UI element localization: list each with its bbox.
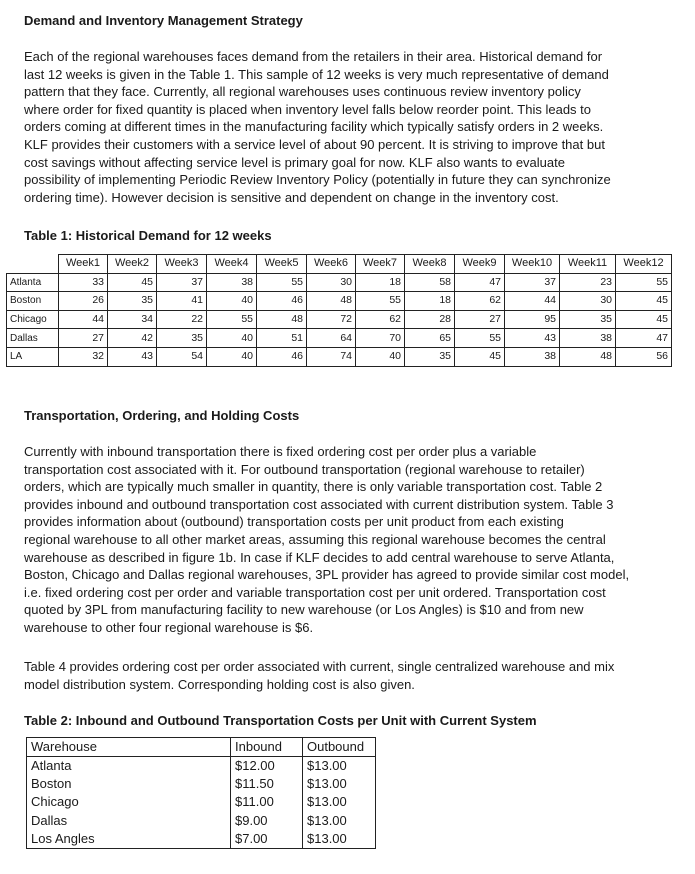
demand-cell: 35 — [157, 329, 207, 348]
demand-cell: 27 — [455, 310, 505, 329]
demand-cell: 62 — [455, 292, 505, 311]
inbound-cost-cell: $11.00 — [231, 793, 303, 812]
region-label: Atlanta — [7, 273, 59, 292]
outbound-cost-cell: $13.00 — [303, 793, 376, 812]
inbound-header: Inbound — [231, 738, 303, 757]
paragraph-line: warehouse to other four regional warehouse is $6. — [24, 619, 314, 635]
demand-cell: 42 — [108, 329, 157, 348]
demand-cell: 72 — [307, 310, 356, 329]
paragraph-line: possibility of implementing Periodic Review Inventory Policy (potentially in future they can synchronize — [24, 172, 611, 188]
demand-cell: 37 — [505, 273, 560, 292]
week-header: Week1 — [59, 255, 108, 274]
demand-cell: 40 — [207, 292, 257, 311]
demand-cell: 45 — [455, 347, 505, 366]
demand-cell: 48 — [307, 292, 356, 311]
warehouse-cell: Chicago — [27, 793, 231, 812]
paragraph-line: regional warehouse to all other market areas, assuming this regional warehouse becomes the central — [24, 531, 606, 547]
demand-cell: 28 — [405, 310, 455, 329]
demand-cell: 55 — [207, 310, 257, 329]
demand-cell: 95 — [505, 310, 560, 329]
cost-row — [27, 775, 376, 794]
demand-cell: 47 — [616, 329, 672, 348]
week-header: Week7 — [356, 255, 405, 274]
demand-cell: 33 — [59, 273, 108, 292]
warehouse-cell: Atlanta — [27, 756, 231, 775]
demand-cell: 55 — [257, 273, 307, 292]
paragraph-line: where order for fixed quantity is placed when inventory level falls below reorder point. This leads to — [24, 101, 592, 117]
table1-corner-cell — [7, 255, 59, 274]
demand-cell: 58 — [405, 273, 455, 292]
demand-cell: 40 — [207, 347, 257, 366]
table2-caption: Table 2: Inbound and Outbound Transportation Costs per Unit with Current System — [24, 713, 537, 728]
paragraph-line: cost savings without affecting service level is primary goal for now. KLF also wants to evaluate — [24, 154, 565, 170]
region-label: Chicago — [7, 310, 59, 329]
demand-cell: 65 — [405, 329, 455, 348]
demand-cell: 45 — [616, 292, 672, 311]
demand-cell: 40 — [356, 347, 405, 366]
region-label: Dallas — [7, 329, 59, 348]
table1-caption: Table 1: Historical Demand for 12 weeks — [24, 228, 272, 243]
demand-cell: 45 — [108, 273, 157, 292]
demand-row — [7, 273, 672, 292]
demand-cell: 18 — [356, 273, 405, 292]
demand-cell: 30 — [560, 292, 616, 311]
demand-cell: 30 — [307, 273, 356, 292]
paragraph-line: orders, which are typically much smaller in quantity, there is only variable transportation cost. Table 2 — [24, 479, 603, 495]
transportation-cost-table — [26, 737, 376, 849]
demand-cell: 48 — [560, 347, 616, 366]
demand-cell: 55 — [356, 292, 405, 311]
paragraph-line: orders coming at different times in the manufacturing facility which typically satisfy orders in 2 weeks. — [24, 119, 604, 135]
outbound-cost-cell: $13.00 — [303, 812, 376, 831]
historical-demand-table — [6, 254, 672, 367]
demand-cell: 44 — [59, 310, 108, 329]
demand-cell: 43 — [505, 329, 560, 348]
paragraph-line: Each of the regional warehouses faces demand from the retailers in their area. Historical demand for — [24, 49, 603, 64]
warehouse-cell: Los Angles — [27, 830, 231, 849]
table1-header-row — [7, 255, 672, 274]
demand-cell: 22 — [157, 310, 207, 329]
demand-cell: 38 — [560, 329, 616, 348]
demand-cell: 74 — [307, 347, 356, 366]
demand-cell: 44 — [505, 292, 560, 311]
section-title-demand: Demand and Inventory Management Strategy — [24, 13, 303, 28]
week-header: Week10 — [505, 255, 560, 274]
paragraph-line: transportation cost associated with it. For outbound transportation (regional warehouse to retailer) — [24, 461, 585, 477]
section-title-transportation: Transportation, Ordering, and Holding Costs — [24, 408, 300, 423]
inbound-cost-cell: $7.00 — [231, 830, 303, 849]
paragraph-line: pattern that they face. Currently, all regional warehouses uses continuous review inventory policy — [24, 84, 581, 100]
demand-cell: 38 — [207, 273, 257, 292]
demand-cell: 51 — [257, 329, 307, 348]
warehouse-cell: Boston — [27, 775, 231, 794]
demand-cell: 48 — [257, 310, 307, 329]
region-label: Boston — [7, 292, 59, 311]
demand-cell: 64 — [307, 329, 356, 348]
demand-cell: 55 — [616, 273, 672, 292]
outbound-cost-cell: $13.00 — [303, 775, 376, 794]
demand-cell: 37 — [157, 273, 207, 292]
demand-row — [7, 292, 672, 311]
demand-cell: 40 — [207, 329, 257, 348]
paragraph-line: Boston, Chicago and Dallas regional warehouses, 3PL provider has agreed to provide similar cost model, — [24, 567, 630, 583]
outbound-header: Outbound — [303, 738, 376, 757]
paragraph-line: quoted by 3PL from manufacturing facility to new warehouse (or Los Angles) is $10 and from new — [24, 602, 584, 618]
week-header: Week2 — [108, 255, 157, 274]
paragraph-line: ordering time). However decision is sensitive and dependent on change in the inventory cost. — [24, 189, 559, 205]
paragraph-line: Currently with inbound transportation there is fixed ordering cost per order plus a variable — [24, 444, 537, 459]
table2-header-row — [27, 738, 376, 757]
demand-cell: 54 — [157, 347, 207, 366]
paragraph-line: model distribution system. Corresponding holding cost is also given. — [24, 676, 415, 692]
inbound-cost-cell: $11.50 — [231, 775, 303, 794]
week-header: Week4 — [207, 255, 257, 274]
demand-row — [7, 347, 672, 366]
table2-body — [27, 756, 376, 849]
table4-paragraph — [24, 658, 664, 693]
demand-cell: 43 — [108, 347, 157, 366]
inbound-cost-cell: $9.00 — [231, 812, 303, 831]
demand-cell: 55 — [455, 329, 505, 348]
outbound-cost-cell: $13.00 — [303, 830, 376, 849]
paragraph-line: provides information about (outbound) transportation costs per unit product from each existing — [24, 514, 564, 530]
cost-row — [27, 812, 376, 831]
demand-cell: 41 — [157, 292, 207, 311]
demand-cell: 26 — [59, 292, 108, 311]
demand-cell: 46 — [257, 292, 307, 311]
demand-cell: 70 — [356, 329, 405, 348]
demand-cell: 47 — [455, 273, 505, 292]
week-header: Week6 — [307, 255, 356, 274]
demand-row — [7, 310, 672, 329]
paragraph-line: warehouse as described in figure 1b. In case if KLF decides to add central warehouse to serve Atlanta, — [24, 549, 615, 565]
transportation-paragraph — [24, 443, 664, 637]
paragraph-line: Table 4 provides ordering cost per order associated with current, single centralized warehouse and mix — [24, 659, 615, 674]
week-header: Week12 — [616, 255, 672, 274]
cost-row — [27, 756, 376, 775]
demand-cell: 38 — [505, 347, 560, 366]
outbound-cost-cell: $13.00 — [303, 756, 376, 775]
region-label: LA — [7, 347, 59, 366]
demand-paragraph — [24, 48, 664, 206]
week-header: Week9 — [455, 255, 505, 274]
table1-body — [7, 273, 672, 366]
paragraph-line: last 12 weeks is given in the Table 1. This sample of 12 weeks is very much representative of demand — [24, 66, 609, 82]
demand-cell: 46 — [257, 347, 307, 366]
demand-cell: 56 — [616, 347, 672, 366]
paragraph-line: KLF provides their customers with a service level of about 90 percent. It is striving to improve that but — [24, 136, 605, 152]
warehouse-cell: Dallas — [27, 812, 231, 831]
demand-cell: 62 — [356, 310, 405, 329]
week-header: Week3 — [157, 255, 207, 274]
demand-cell: 32 — [59, 347, 108, 366]
demand-cell: 34 — [108, 310, 157, 329]
paragraph-line: i.e. fixed ordering cost per order and variable transportation cost per unit ordered. Transportation cost — [24, 584, 606, 600]
demand-cell: 35 — [405, 347, 455, 366]
demand-cell: 27 — [59, 329, 108, 348]
week-header: Week11 — [560, 255, 616, 274]
demand-row — [7, 329, 672, 348]
demand-cell: 45 — [616, 310, 672, 329]
cost-row — [27, 830, 376, 849]
week-header: Week8 — [405, 255, 455, 274]
demand-cell: 35 — [560, 310, 616, 329]
demand-cell: 35 — [108, 292, 157, 311]
cost-row — [27, 793, 376, 812]
paragraph-line: provides inbound and outbound transportation cost associated with current distribution system. Table 3 — [24, 496, 614, 512]
warehouse-header: Warehouse — [27, 738, 231, 757]
inbound-cost-cell: $12.00 — [231, 756, 303, 775]
week-header: Week5 — [257, 255, 307, 274]
demand-cell: 18 — [405, 292, 455, 311]
demand-cell: 23 — [560, 273, 616, 292]
